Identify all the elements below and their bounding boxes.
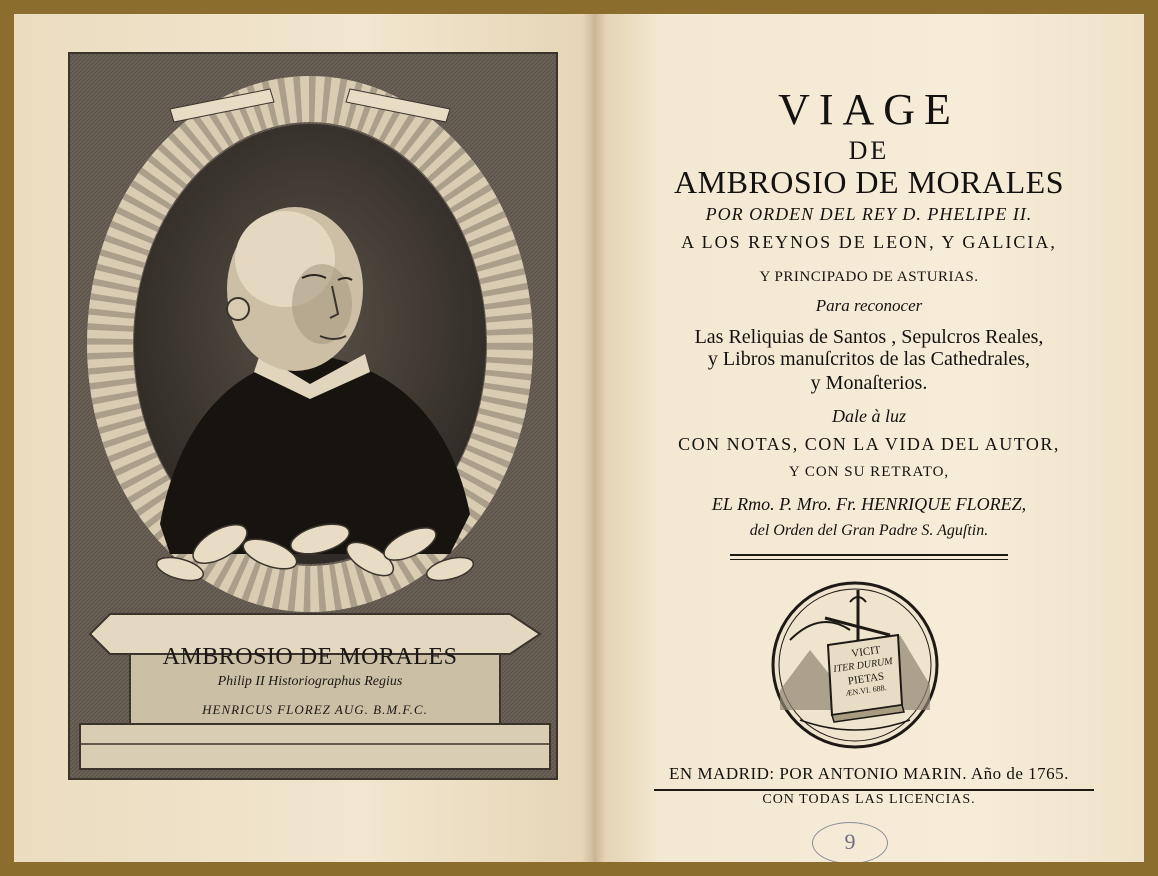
editor-line: EL Rmo. P. Mro. Fr. HENRIQUE FLOREZ, — [711, 494, 1027, 514]
vignette-motto-4: ÆN.VI. 688. — [844, 683, 888, 698]
vignette-motto-3: PIETAS — [847, 670, 885, 688]
printer-vignette — [770, 580, 940, 750]
imprint-line: EN MADRID: POR ANTONIO MARIN. Año de 1765. — [669, 764, 1069, 783]
purpose-line: Para reconocer — [815, 296, 923, 315]
title-page — [594, 14, 1144, 862]
vignette-motto-1: VICIT — [850, 644, 882, 660]
books-line: y Libros manuſcritos de las Cathedrales, — [707, 348, 1031, 370]
monasteries-line: y Monaſterios. — [810, 372, 928, 394]
plate-caption-name: AMBROSIO DE MORALES — [162, 644, 458, 670]
library-stamp — [812, 822, 888, 862]
principality-line: Y PRINCIPADO DE ASTURIAS. — [759, 269, 979, 285]
title-de: DE — [848, 136, 890, 165]
divider-rule — [730, 554, 1008, 556]
plate-caption-title: Philip II Historiographus Regius — [217, 674, 403, 689]
order-line: del Orden del Gran Padre S. Aguſtin. — [749, 522, 989, 539]
notes-line: CON NOTAS, CON LA VIDA DEL AUTOR, — [678, 434, 1060, 454]
frontispiece-page — [14, 14, 594, 862]
portrait-engraving — [68, 52, 558, 780]
kingdoms-line: A LOS REYNOS DE LEON, Y GALICIA, — [681, 232, 1057, 252]
royal-order-line: POR ORDEN DEL REY D. PHELIPE II. — [705, 204, 1033, 224]
vignette-motto-2: ITER DURUM — [832, 655, 894, 676]
imprint-rule — [654, 789, 1094, 791]
book-title: VIAGE — [778, 85, 960, 134]
licences-line: CON TODAS LAS LICENCIAS. — [762, 792, 976, 807]
portrait-line: Y CON SU RETRATO, — [788, 464, 950, 480]
book-gutter — [582, 14, 606, 862]
stamp-number: 9 — [844, 829, 856, 854]
plate-caption-engraver: HENRICUS FLOREZ AUG. B.M.F.C. — [202, 702, 428, 717]
open-book — [14, 14, 1144, 862]
divider-rule-thin — [730, 559, 1008, 560]
relics-line: Las Reliquias de Santos , Sepulcros Reales, — [694, 326, 1044, 348]
author-name: AMBROSIO DE MORALES — [674, 164, 1064, 200]
published-by-line: Dale à luz — [832, 406, 906, 426]
